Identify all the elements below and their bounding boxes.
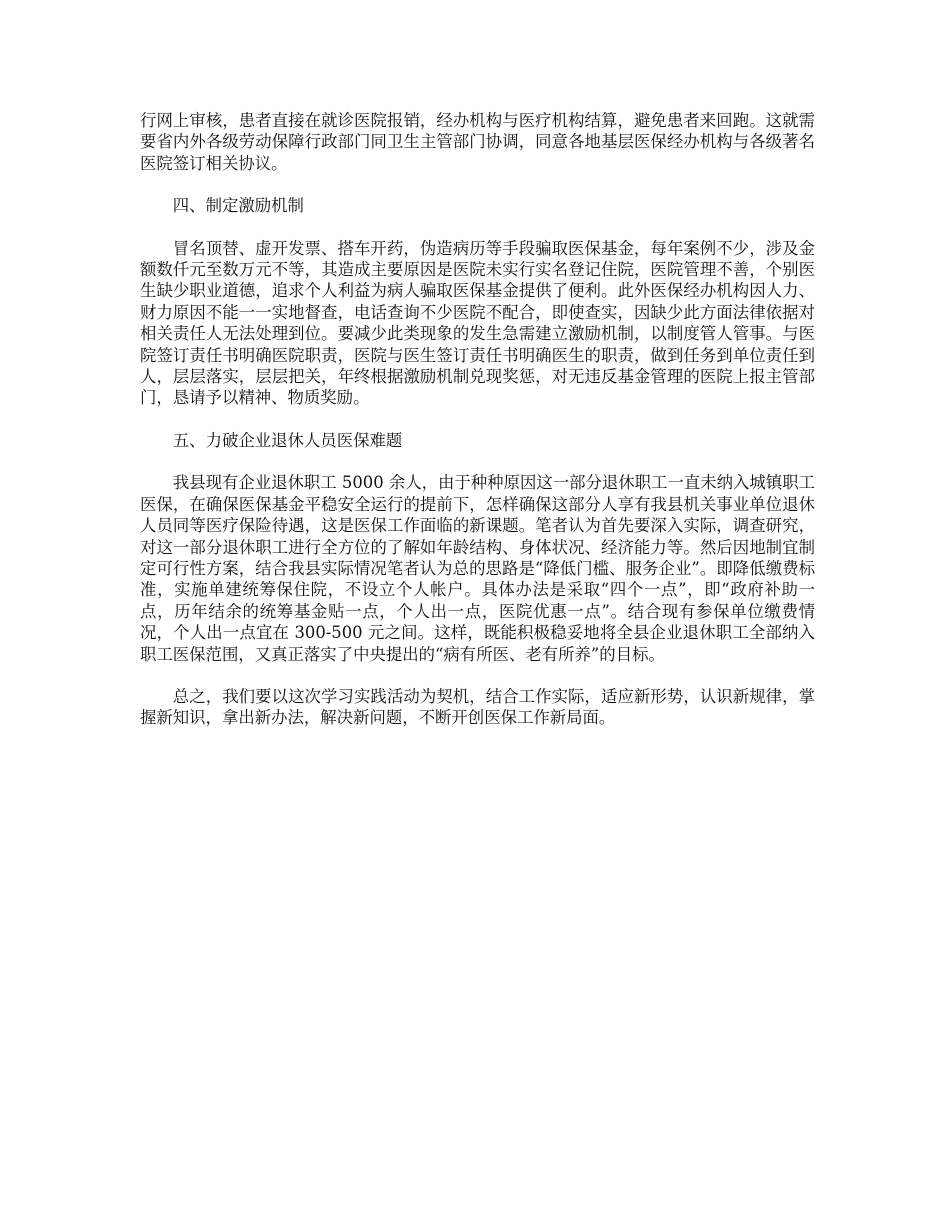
paragraph-conclusion: 总之，我们要以这次学习实践活动为契机，结合工作实际，适应新形势，认识新规律，掌握新知识，拿出新办法，解决新问题，不断开创医保工作新局面。 <box>140 686 815 728</box>
paragraph-continued: 行网上审核，患者直接在就诊医院报销，经办机构与医疗机构结算，避免患者来回跑。这就需要省内外各级劳动保障行政部门同卫生主管部门协调，同意各地基层医保经办机构与各级著名医院签订相关协议。 <box>140 111 815 173</box>
paragraph-retirees: 我县现有企业退休职工 5000 余人，由于种种原因这一部分退休职工一直未纳入城镇职工医保，在确保医保基金平稳安全运行的提前下，怎样确保这部分人享有我县机关事业单位退休人员同等医疗保险待遇，这是医保工作面临的新课题。笔者认为首先要深入实际，调查研究，对这一部分退休职工进行全方位的了解如年龄结构、身体状况、经济能力等。然后因地制宜制定可行性方案，结合我县实际情况笔者认为总的思路是“降低门槛、服务企业”。即降低缴费标准，实施单建统筹保住院，不设立个人帐户。具体办法是采取“四个一点”，即“政府补助一点，历年结余的统筹基金贴一点，个人出一点，医院优惠一点”。结合现有参保单位缴费情况，个人出一点宜在 300-500 元之间。这样，既能积极稳妥地将全县企业退休职工全部纳入职工医保范围，又真正落实了中央提出的“病有所医、老有所养”的目标。 <box>140 473 815 664</box>
section-heading-retirees: 五、力破企业退休人员医保难题 <box>172 430 403 450</box>
paragraph-incentive: 冒名顶替、虚开发票、搭车开药，伪造病历等手段骗取医保基金，每年案例不少，涉及金额数仟元至数万元不等，其造成主要原因是医院未实行实名登记住院，医院管理不善，个别医生缺少职业道德，追求个人利益为病人骗取医保基金提供了便利。此外医保经办机构因人力、财力原因不能一一实地督查，电话查询不少医院不配合，即使查实，因缺少此方面法律依据对相关责任人无法处理到位。要减少此类现象的发生急需建立激励机制，以制度管人管事。与医院签订责任书明确医院职责，医院与医生签订责任书明确医生的职责，做到任务到单位责任到人，层层落实，层层把关，年终根据激励机制兑现奖惩，对无违反基金管理的医院上报主管部门，恳请予以精神、物质奖励。 <box>140 238 815 408</box>
document-page <box>140 110 815 750</box>
section-heading-incentive: 四、制定激励机制 <box>172 196 304 216</box>
